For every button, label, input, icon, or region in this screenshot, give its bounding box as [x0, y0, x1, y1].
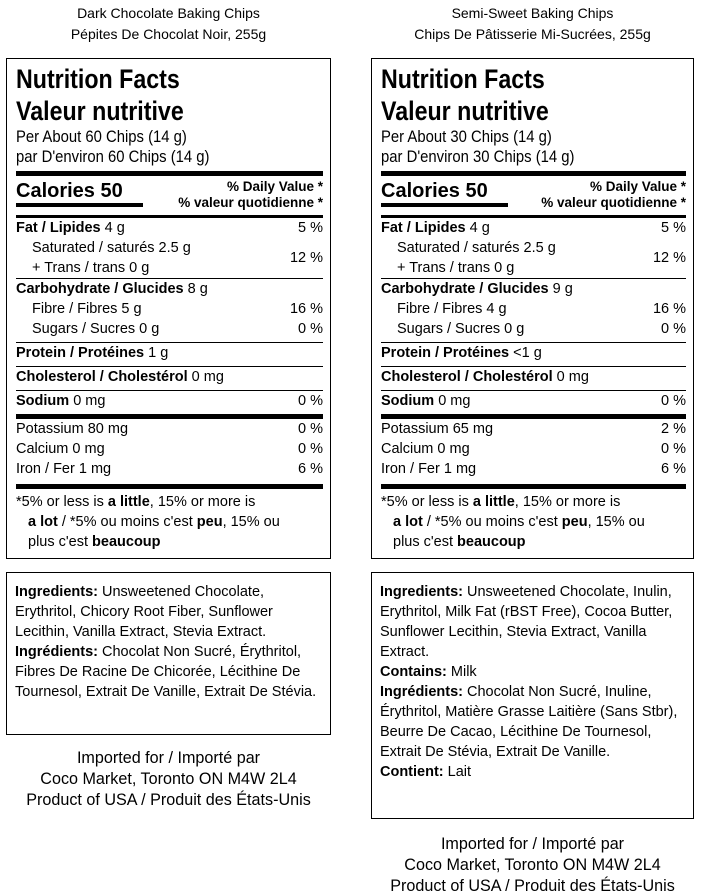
protein-label: Protein / Protéines: [16, 345, 145, 361]
cholesterol-label: Cholesterol / Cholestérol: [16, 369, 188, 385]
fibre-row: [16, 299, 323, 319]
sodium-amount: 0 mg: [73, 393, 106, 409]
calcium-dv: 0 %: [661, 441, 686, 457]
sodium-label: Sodium: [16, 393, 70, 409]
country-of-origin: Product of USA / Produit des États-Unis: [26, 790, 311, 809]
daily-value-header: [541, 179, 686, 211]
sugars-row: [381, 319, 686, 339]
footnote-text: , 15% or more is: [149, 494, 256, 510]
calories-value: 50: [100, 180, 123, 202]
ingredients-en: [380, 582, 685, 662]
protein-amount: 1 g: [148, 345, 169, 361]
potassium-dv: 0 %: [298, 421, 323, 437]
country-of-origin: Product of USA / Produit des États-Unis: [390, 876, 675, 895]
saturated-trans-row: [381, 238, 686, 278]
fibre-dv: 16 %: [289, 301, 323, 317]
protein-row: [381, 343, 686, 363]
nutrition-facts-table: [371, 58, 694, 559]
saturated-trans-row: [16, 238, 323, 278]
carbohydrate-amount: 9 g: [552, 281, 573, 297]
fat-label: Fat / Lipides: [381, 220, 466, 236]
product-name-fr: Pépites De Chocolat Noir, 255g: [70, 26, 267, 42]
ingredients-text-fr: Chocolat Non Sucré, Inuline, Érythritol, Matière Grasse Laitière (Sans Stbr), Beurre De Cacao, Lécithine De Tournesol, Extrait De Stévia, Extrait De Vanille.: [380, 684, 678, 760]
ingredients-fr: [15, 642, 322, 702]
iron-dv: 6 %: [661, 461, 686, 477]
potassium-amount: Potassium 65 mg: [381, 421, 494, 437]
daily-value-header-en: % Daily Value *: [589, 179, 686, 194]
iron-amount: Iron / Fer 1 mg: [16, 461, 112, 477]
calories-row: [381, 179, 686, 215]
footnote-beaucoup: beaucoup: [457, 534, 526, 550]
serving-size-fr: par D'environ 60 Chips (14 g): [16, 148, 210, 166]
sodium-label: Sodium: [381, 393, 435, 409]
potassium-dv: 2 %: [661, 421, 686, 437]
nutrition-title-en: Nutrition Facts: [16, 64, 180, 94]
cholesterol-row: [16, 367, 323, 387]
calories: [16, 179, 143, 207]
nutrition-title-fr: Valeur nutritive: [381, 96, 549, 126]
daily-value-footnote: [16, 489, 323, 552]
cholesterol-amount: 0 mg: [556, 369, 589, 385]
trans-fat: + Trans / trans 0 g: [32, 260, 150, 276]
fibre-amount: Fibre / Fibres 4 g: [397, 301, 507, 317]
serving-size-fr: par D'environ 30 Chips (14 g): [381, 148, 575, 166]
calcium-amount: Calcium 0 mg: [381, 441, 470, 457]
iron-row: [16, 459, 323, 479]
saturated-fat: Saturated / saturés 2.5 g: [397, 240, 556, 256]
importer-info: [371, 833, 694, 896]
fat-dv: 5 %: [661, 220, 686, 236]
ingredients-label-fr: Ingrédients:: [15, 644, 98, 660]
contains-label-en: Contains:: [380, 664, 447, 680]
product-title: [371, 0, 694, 45]
importer-info: [6, 747, 331, 810]
saturated-fat: Saturated / saturés 2.5 g: [32, 240, 191, 256]
ingredients-box: [6, 572, 331, 735]
footnote-peu: peu: [561, 514, 588, 530]
footnote-text: plus c'est: [28, 534, 93, 550]
iron-dv: 6 %: [298, 461, 323, 477]
sugars-amount: Sugars / Sucres 0 g: [32, 321, 160, 337]
ingredients-label-en: Ingredients:: [15, 584, 98, 600]
serving-size-en: Per About 60 Chips (14 g): [16, 128, 187, 146]
carbohydrate-row: [16, 279, 323, 299]
cholesterol-row: [381, 367, 686, 387]
trans-fat: + Trans / trans 0 g: [397, 260, 515, 276]
ingredients-text-fr: Chocolat Non Sucré, Érythritol, Fibres De Racine De Chicorée, Lécithine De Tournesol, Extrait De Vanille, Extrait De Stévia.: [15, 644, 317, 700]
footnote-beaucoup: beaucoup: [92, 534, 161, 550]
protein-row: [16, 343, 323, 363]
iron-amount: Iron / Fer 1 mg: [381, 461, 477, 477]
footnote-peu: peu: [196, 514, 223, 530]
sodium-amount: 0 mg: [438, 393, 471, 409]
imported-for: Imported for / Importé par: [76, 748, 261, 767]
footnote-text: , 15% ou: [222, 514, 280, 530]
importer-address: Coco Market, Toronto ON M4W 2L4: [404, 855, 661, 874]
ingredients-en: [15, 582, 322, 642]
product-name-fr: Chips De Pâtisserie Mi-Sucrées, 255g: [414, 26, 651, 42]
fat-row: [381, 218, 686, 238]
label-dark-chocolate-chips: [6, 0, 331, 810]
product-name-en: Semi-Sweet Baking Chips: [451, 5, 614, 21]
ingredients-fr: [380, 682, 685, 762]
cholesterol-label: Cholesterol / Cholestérol: [381, 369, 553, 385]
footnote-text: / *5% ou moins c'est: [57, 514, 197, 530]
cholesterol-amount: 0 mg: [191, 369, 224, 385]
footnote-text: , 15% ou: [587, 514, 645, 530]
label-semi-sweet-chips: [371, 0, 694, 896]
sodium-dv: 0 %: [661, 393, 686, 409]
sugars-dv: 0 %: [298, 321, 323, 337]
calories: [381, 179, 508, 207]
contains-text-fr: Lait: [443, 764, 472, 780]
calcium-dv: 0 %: [298, 441, 323, 457]
ingredients-text-en: Unsweetened Chocolate, Inulin, Erythritol, Milk Fat (rBST Free), Cocoa Butter, Sunflower Lecithin, Stevia Extract, Vanilla Extract.: [380, 584, 673, 660]
contains-fr: [380, 762, 685, 782]
ingredients-text-en: Unsweetened Chocolate, Erythritol, Chicory Root Fiber, Sunflower Lecithin, Vanilla Extract, Stevia Extract.: [15, 584, 273, 640]
sugars-row: [16, 319, 323, 339]
daily-value-header-fr: % valeur quotidienne *: [541, 195, 686, 210]
footnote-text: plus c'est: [393, 534, 458, 550]
contains-label-fr: Contient:: [380, 764, 444, 780]
nutrition-title-fr: Valeur nutritive: [16, 96, 184, 126]
carbohydrate-label: Carbohydrate / Glucides: [381, 281, 549, 297]
serving-size-en: Per About 30 Chips (14 g): [381, 128, 552, 146]
daily-value-header: [178, 179, 323, 211]
fibre-row: [381, 299, 686, 319]
potassium-row: [381, 419, 686, 439]
fat-label: Fat / Lipides: [16, 220, 101, 236]
carbohydrate-label: Carbohydrate / Glucides: [16, 281, 184, 297]
saturated-trans-dv: 12 %: [652, 249, 686, 266]
footnote-text: / *5% ou moins c'est: [422, 514, 562, 530]
calories-label: Calories: [16, 180, 95, 202]
ingredients-label-fr: Ingrédients:: [380, 684, 463, 700]
imported-for: Imported for / Importé par: [440, 834, 625, 853]
fibre-amount: Fibre / Fibres 5 g: [32, 301, 142, 317]
calories-label: Calories: [381, 180, 460, 202]
saturated-trans-dv: 12 %: [289, 249, 323, 266]
fat-amount: 4 g: [469, 220, 490, 236]
product-name-en: Dark Chocolate Baking Chips: [77, 5, 260, 21]
contains-en: [380, 662, 685, 682]
fat-amount: 4 g: [104, 220, 125, 236]
protein-label: Protein / Protéines: [381, 345, 510, 361]
calcium-row: [16, 439, 323, 459]
potassium-row: [16, 419, 323, 439]
footnote-little: a little: [472, 494, 515, 510]
daily-value-header-en: % Daily Value *: [226, 179, 323, 194]
protein-amount: <1 g: [513, 345, 542, 361]
nutrition-title-en: Nutrition Facts: [381, 64, 545, 94]
footnote-lot: a lot: [28, 514, 58, 530]
carbohydrate-amount: 8 g: [187, 281, 208, 297]
divider: [381, 171, 686, 176]
footnote-text: *5% or less is: [16, 494, 108, 510]
contains-text-en: Milk: [446, 664, 477, 680]
importer-address: Coco Market, Toronto ON M4W 2L4: [40, 769, 297, 788]
fat-row: [16, 218, 323, 238]
calcium-amount: Calcium 0 mg: [16, 441, 105, 457]
calories-value: 50: [465, 180, 488, 202]
nutrition-facts-table: [6, 58, 331, 559]
divider: [16, 171, 323, 176]
calories-row: [16, 179, 323, 215]
footnote-text: *5% or less is: [381, 494, 473, 510]
footnote-lot: a lot: [393, 514, 423, 530]
daily-value-header-fr: % valeur quotidienne *: [178, 195, 323, 210]
sugars-amount: Sugars / Sucres 0 g: [397, 321, 525, 337]
calcium-row: [381, 439, 686, 459]
sodium-dv: 0 %: [298, 393, 323, 409]
fat-dv: 5 %: [298, 220, 323, 236]
potassium-amount: Potassium 80 mg: [16, 421, 129, 437]
ingredients-label-en: Ingredients:: [380, 584, 463, 600]
footnote-little: a little: [107, 494, 150, 510]
iron-row: [381, 459, 686, 479]
fibre-dv: 16 %: [652, 301, 686, 317]
ingredients-box: [371, 572, 694, 819]
carbohydrate-row: [381, 279, 686, 299]
sodium-row: [381, 391, 686, 411]
product-title: [6, 0, 331, 45]
daily-value-footnote: [381, 489, 686, 552]
sodium-row: [16, 391, 323, 411]
sugars-dv: 0 %: [661, 321, 686, 337]
footnote-text: , 15% or more is: [514, 494, 621, 510]
